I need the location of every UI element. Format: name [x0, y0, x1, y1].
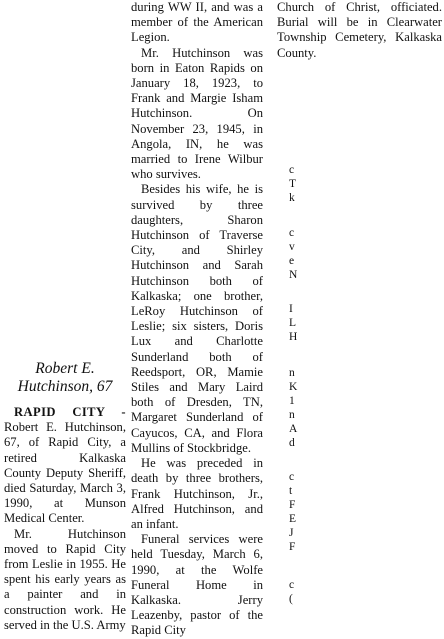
fragment-letter: 1: [289, 395, 295, 407]
fragment-letter: c: [289, 471, 295, 483]
fragment-letter: F: [289, 499, 296, 511]
article-column-2: [131, 0, 263, 639]
fragment-letter: (: [289, 593, 293, 605]
fragment-letter: e: [289, 255, 295, 267]
fragment-letter: t: [289, 485, 293, 497]
fragment-letter: d: [289, 437, 295, 449]
fragment-letter: N: [289, 269, 298, 281]
paragraph-preceded: He was preceded in death by three brothers, Frank Hutchinson, Jr., Alfred Hutchinson, and an infant.: [131, 456, 263, 531]
fragment-letter: k: [289, 192, 295, 204]
article-column-1: [4, 360, 126, 633]
fragment-letter: T: [289, 178, 297, 190]
fragment-letter: J: [289, 527, 294, 539]
fragment-letter: c: [289, 227, 295, 239]
fragment-letter: n: [289, 409, 295, 421]
fragment-letter: L: [289, 317, 297, 329]
paragraph-intro: [4, 405, 126, 527]
paragraph-biography: Mr. Hutchinson moved to Rapid City from Leslie in 1955. He spent his early years as a painter and in construction work. He served in the U.S. Army: [4, 526, 126, 632]
paragraph-funeral: Funeral services were held Tuesday, March 6, 1990, at the Wolfe Funeral Home in Kalkaska. Jerry Leazenby, pastor of the Rapid City: [131, 532, 263, 638]
fragment-letter: c: [289, 164, 295, 176]
paragraph-military: during WW II, and was a member of the American Legion.: [131, 0, 263, 45]
fragment-letter: A: [289, 423, 298, 435]
fragment-letter: n: [289, 367, 295, 379]
paragraph-burial: Church of Christ, officiated. Burial will be in Clearwater Township Cemetery, Kalkaska County.: [277, 0, 442, 60]
obituary-title: [4, 360, 126, 396]
fragment-letter: H: [289, 331, 298, 343]
fragment-letter: v: [289, 241, 295, 253]
fragment-letter: c: [289, 579, 295, 591]
paragraph-birth: Mr. Hutchinson was born in Eaton Rapids on January 18, 1923, to Frank and Margie Isham Hutchinson. On November 23, 1945, in Angola, IN, he was married to Irene Wilbur who survives.: [131, 45, 263, 182]
fragment-letter: E: [289, 513, 297, 525]
fragment-letter: I: [289, 303, 293, 315]
paragraph-survivors: Besides his wife, he is survived by three daughters, Sharon Hutchinson of Traverse City, and Shirley Hutchinson and Sarah Hutchinson both of Kalkaska; one brother, LeRoy Hutchinson of Leslie; six sisters, Doris Lux and Charlotte Sunderland both of Reedsport, OR, Mamie Stiles and Mary Laird both of Dresden, TN, Margaret Sunderland of Cayucos, CA, and Flora Mullins of Stockbridge.: [131, 182, 263, 455]
title-name-age: Hutchinson, 67: [17, 378, 113, 395]
intro-text: Robert E. Hutchinson, 67, of Rapid City, a retired Kalkaska County Deputy Sheriff, died Saturday, March 3, 1990, at Munson Medical Center.: [4, 420, 126, 526]
title-name: Robert E.: [35, 360, 95, 377]
article-column-3: [277, 0, 442, 61]
dateline: RAPID CITY -: [14, 405, 126, 419]
fragment-letter: F: [289, 541, 296, 553]
fragment-letter: K: [289, 381, 298, 393]
